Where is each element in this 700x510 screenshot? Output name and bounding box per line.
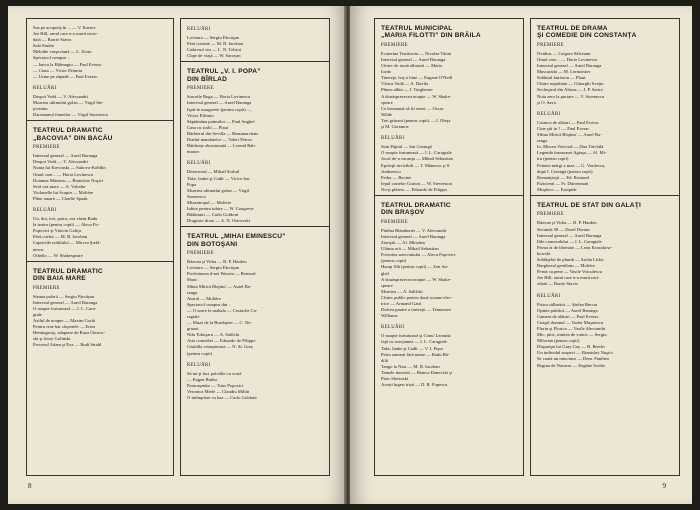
list-item: Fără cuvînt — M. B. Iacoban: [33, 234, 87, 240]
list-item: A douăsprezecea noapte — W. Shake-: [381, 93, 452, 99]
right-column-2: [530, 18, 680, 476]
section-label: RELUĂRI: [537, 111, 561, 117]
section-label: PREMIERE: [33, 285, 60, 291]
list-item: Williams: [381, 313, 398, 319]
list-item: Nunta lui Krecinski — Suhovo-Kobîlin: [33, 165, 106, 171]
list-item: Moartea ultimului golan — Virgil: [187, 187, 250, 193]
left-page: [8, 6, 346, 504]
theatre-title: [537, 202, 673, 209]
theatre-title-line: DIN BRAŞOV: [381, 209, 425, 217]
section-label: RELUĂRI: [381, 325, 405, 331]
list-item: Seră cea mare — A. Volodin: [33, 183, 86, 189]
section-label: RELUĂRI: [381, 136, 405, 142]
list-item: Andreescu: [381, 168, 401, 174]
list-item: Violonelle lui Scapin — Molière: [33, 189, 94, 195]
list-item: ski şi Jerzy Goliński: [33, 336, 71, 342]
theatre-title-line: TEATRUL DE STAT DIN GALAŢI: [537, 201, 641, 209]
section-label: PREMIERE: [33, 145, 60, 151]
page-number-right: 9: [662, 482, 666, 490]
theatre-title-line: TEATRUL DRAMATIC: [381, 201, 451, 209]
theatre-title-line: TEATRUL „V. I. POPA”: [187, 68, 261, 76]
list-item: Spectacol compus din :: [187, 301, 230, 307]
section-label: PREMIERE: [537, 212, 564, 218]
theatre-title-line: „MARIA FILOTTI” DIN BRĂILA: [381, 32, 481, 40]
list-item: Cine ştii tu ? — Paul Everac: [537, 125, 590, 131]
spacer: [187, 155, 323, 159]
list-item: Othello — W. Shakespeare: [33, 252, 83, 258]
list-item: Io, Mircea Voievod — Dan Tărchilă: [537, 144, 604, 150]
section-label: PREMIERE: [537, 42, 564, 48]
theatre-title-line: DIN BÎRLAD: [187, 75, 228, 83]
list-item: Opinia publică — Aurel Baranga: [537, 307, 598, 313]
list-item: Dispariţia lui Gary Gay — B. Brecht: [537, 344, 605, 350]
list-item: Jocul de-a vacanţa — Mihail Sebastian: [381, 156, 453, 162]
braila-section: [375, 19, 523, 195]
list-item: Camera de alături — Paul Everac: [537, 313, 599, 319]
list-item: Despot Vodă — V. Alecsandri: [33, 159, 88, 165]
list-item: Burghezul gentilom — Molière: [537, 263, 595, 269]
list-item: Spectacol compus :: [33, 55, 69, 61]
theatre-title: [381, 202, 517, 217]
list-item: Pentru cine bat clopotele — Ernst: [33, 324, 96, 330]
list-item: Ziariştii — Al. Mirodan: [381, 240, 425, 246]
list-item: giale: [33, 311, 42, 317]
list-item: Joe Hill, omul care n-a murit nicio-: [33, 31, 98, 37]
theatre-title-line: DIN BAIA MARE: [33, 275, 86, 283]
list-item: Paracaşenko — Titus Popovici: [187, 382, 244, 388]
section-label: PREMIERE: [187, 86, 214, 92]
list-item: Popa: [187, 181, 197, 187]
list-item: Arta comediei — Eduardo de Filippo: [187, 338, 256, 344]
spacer: [381, 130, 517, 134]
list-item: Harap Alb (pentru copii) — Zen An-: [381, 264, 449, 270]
list-item: (pentru copii): [187, 350, 213, 356]
list-item: Casa cu stafii — Plaut: [187, 124, 229, 130]
list-item: ranga: [537, 138, 548, 144]
list-item: Hemingway, adaptare de Ruza Ostrow-: [33, 330, 106, 336]
list-item: Pîine amară — Charlie Spaak: [33, 195, 88, 201]
list-item: Să nu-ţi faci prăvălie cu scară: [187, 370, 242, 376]
list-item: Procesul Adam şi Eva — Rudi Strahl: [33, 342, 102, 348]
list-item: Iubire pentru iubire — W. Congreve: [187, 205, 254, 211]
section-label: RELUĂRI: [187, 27, 211, 32]
list-item: Melodie varşoviană — L. Zorin: [33, 49, 92, 55]
list-item: Iepul castelor Gurton — W. Stevenson: [381, 180, 452, 186]
list-item: Trei grăsani (pentru copii) — I. Oleşa: [381, 117, 451, 123]
list-item: Un individul suspect — Branislav Nuşici: [537, 350, 613, 356]
list-item: Mascarada — M. Lermontov: [537, 69, 591, 75]
list-item: Lovitura — Sergiu Fărcăşan: [187, 265, 240, 271]
list-item: Secheştrul din Altona — J. P. Sartre: [537, 87, 603, 93]
list-item: Fizicienii — Fr. Dürrenmatt: [537, 180, 589, 186]
list-item: Dezertorul — Mihail Sorbul: [187, 169, 240, 175]
list-item: ţoveanu: [33, 106, 48, 112]
galati-section: [531, 196, 679, 371]
spacer: [187, 357, 323, 361]
list-item: Profesiunea d-nei Warren — Bernard: [187, 271, 256, 277]
list-item: Lovitura — Sergiu Fărcăşan: [187, 35, 240, 41]
list-item: Interesul general — Aurel Baranga: [33, 153, 98, 159]
list-item: Mizantropul — Molière: [187, 199, 232, 205]
botosani-section: [181, 227, 329, 403]
list-item: Prima zi de libertate — Leon Kruczkow-: [537, 244, 613, 250]
list-item: Omul care... — Horia Lovinescu: [537, 57, 598, 62]
section-label: PREMIERE: [381, 42, 408, 48]
list-item: Steaua polară — Sergiu Fărcăşan: [33, 293, 95, 299]
list-item: Omul care... — Horia Lovinescu: [33, 171, 94, 177]
left-column-2: [180, 18, 330, 476]
list-item: Avarul — Molière: [187, 295, 221, 301]
list-item: Ultima oră — Mihail Sebastian: [381, 246, 439, 252]
list-item: Se caută un mincinos — Dem. Panthea: [537, 356, 609, 362]
list-item: Victor Eftimiu: [187, 112, 214, 118]
list-item: Femeia mărgi a mea — G. Vasilescu,: [537, 162, 606, 168]
theatre-title: [33, 127, 167, 142]
list-item: Shaw: [187, 277, 198, 283]
list-item: Veronica Miele — Claudiu Millin: [187, 389, 250, 395]
theatre-title-line: TEATRUL „MIHAI EMINESCU”: [187, 233, 286, 241]
list-item: A douăsprezecea noapte — W. Shake-: [381, 276, 452, 282]
list-item: Dragoste tîrzie — A. N. Ostrovski: [187, 218, 250, 224]
list-item: — O soare la mahala — Costache Ca-: [187, 307, 258, 313]
list-item: — Ciuta — Victor Eftimiu: [33, 67, 83, 73]
list-item: gruzzi: [187, 326, 199, 332]
list-item: Bărbierul din Sevilla — Beaumarchais: [187, 130, 259, 136]
list-item: manov: [187, 149, 200, 155]
section-label: RELUĂRI: [537, 293, 561, 299]
theatre-title-line: TEATRUL DE DRAMA: [537, 25, 608, 32]
theatre-title: [33, 268, 167, 283]
list-item: ranga: [187, 289, 198, 295]
list-item: Ecaterina Teodoroiu — Nicolae Tăutu: [381, 50, 452, 56]
list-item: faţă cu reacţiunea — I. L. Caragiale: [381, 339, 447, 345]
list-item: O noapte furtunoasă şi Conu' Leonida: [381, 333, 451, 339]
list-item: Despot Vodă — V. Alecsandri: [33, 93, 88, 99]
list-item: dată — Barrie Stavis: [33, 37, 72, 43]
list-item: Take, Ianke şi Cadîr — Victor Ion: [187, 175, 250, 181]
list-item: Cîntec napolitan — Ghiorghi Svejin: [537, 81, 604, 87]
list-item: Fedra — Racine: [381, 174, 412, 180]
list-item: Florin şi Florica — Vasile Alecsandri: [537, 325, 606, 331]
list-item: Joe Hill, omul care n-a murit nici-: [537, 275, 600, 281]
section-label: RELUĂRI: [33, 85, 57, 91]
list-item: Interesul general — Aurel Baranga: [381, 57, 446, 62]
list-item: ghel: [381, 270, 389, 276]
left-col1-top-section: [27, 19, 173, 120]
left-col2-top-section: [181, 19, 329, 61]
list-item: ragiale: [187, 314, 200, 319]
spacer: [537, 106, 673, 110]
list-item: Casnica de alături — Paul Everac: [537, 119, 599, 125]
list-item: Ovidius — Grigore Sălceanu: [537, 50, 591, 56]
list-item: trice — Armand Gatti: [381, 301, 422, 306]
list-item: Surorile Boga — Horia Lovinescu: [187, 94, 251, 100]
list-item: Nu-ţi plătesc — Eduardo de Filippo: [381, 186, 447, 192]
list-item: Interesul general — Aurel Baranga: [187, 100, 252, 106]
spacer: [33, 80, 167, 84]
list-item: — Iancu la Hălmagiu — Paul Everac: [33, 61, 102, 67]
theatre-title: [187, 233, 323, 248]
list-item: Milorian (pentru copii): [537, 338, 580, 344]
section-label: RELUĂRI: [187, 362, 211, 368]
book-spread: [8, 6, 692, 504]
list-item: Moartea — A. Saltîcki: [381, 288, 423, 294]
list-item: Tango la Nisa — M. B. Iacoban: [381, 363, 440, 369]
list-item: Nota zero la purtare — V. Stoenescu: [537, 93, 605, 99]
list-item: Wilde: [381, 111, 393, 117]
list-item: kowski: [537, 250, 551, 256]
list-item: nescu: [33, 246, 44, 252]
list-item: Pisica sălbatică — Ştefan Berciu: [537, 301, 598, 307]
list-item: O noapte furtunoasă — I. L. Cara-: [33, 305, 97, 311]
list-item: Fără cuvinte — M. B. Iacoban: [187, 41, 244, 47]
birlad-section: [181, 62, 329, 226]
list-item: Acești îngeri triști — D. R. Popescu: [381, 382, 448, 388]
list-item: după I. Creangă (pentru copii): [537, 168, 593, 174]
list-item: Ceafalla cenuşăreasa — N. St. Grey: [187, 344, 254, 350]
list-item: Clipe de viaţă — W. Saroyan: [187, 53, 241, 59]
theatre-title: [187, 68, 323, 83]
list-item: Ce înseamnă să fii onest — Oscar: [381, 105, 444, 111]
right-page: [350, 6, 692, 504]
list-item: Moartea ultimului golan — Virgil Ste-: [33, 100, 104, 106]
brasov-section: [375, 196, 523, 390]
list-item: Patru oameni fără nume — Radu Bă-: [381, 351, 450, 357]
list-item: Ispit-te margarete (pentru copii) —: [187, 106, 252, 112]
theatre-title: [537, 25, 673, 40]
list-item: Duelul mandatelor — Valeri Petrov: [187, 137, 253, 143]
spacer: [381, 319, 517, 323]
theatre-title-line: ŞI COMEDIE DIN CONSTANŢA: [537, 32, 637, 40]
list-item: O intîmplare cu haz — Carlo Goldoni: [187, 395, 257, 401]
theatre-title-line: TEATRUL DRAMATIC: [33, 127, 103, 135]
list-item: — Urme pe zăpadă — Paul Everac: [33, 73, 98, 79]
list-item: Sus pe acoperiş în ... — V. Kataev: [33, 25, 96, 30]
list-item: Sfînta Mitică Blajinu' — Aurel Ba-: [537, 132, 602, 138]
list-item: speare: [381, 99, 393, 105]
bacau-section: [27, 121, 173, 260]
list-item: Răzvan şi Vidra — B. P. Hasdeu: [187, 259, 247, 265]
list-item: Povestea arteconiului — Alecu Popovici: [381, 252, 456, 258]
list-item: Pernă cu pene — Vasile Voiculescu: [537, 269, 602, 275]
list-item: Vlaicu Vodă — A. Davila: [381, 81, 429, 87]
constanta-section: [531, 19, 679, 195]
right-column-1: [374, 18, 524, 476]
list-item: Dulcea pasăre a tinereţii — Tennessee: [381, 307, 452, 313]
theatre-title-line: DIN BOTOŞANI: [187, 240, 238, 248]
section-label: RELUĂRI: [33, 207, 57, 213]
list-item: Stan Păţitul — Ion Creangă: [381, 144, 432, 150]
list-item: — Muza de la Burdujeni — C. Ne-: [187, 320, 252, 326]
spacer: [33, 202, 167, 206]
list-item: Cadavrul viu — L. N. Tolstoi: [187, 47, 242, 53]
list-item: Interesul general — Aurel Baranga: [537, 63, 602, 69]
list-item: Legenda frumoasei Agiaşa — Al. Mi-: [537, 150, 607, 156]
list-item: Interesul general — Aurel Baranga: [33, 299, 98, 305]
list-item: Răzvan şi Vidra — B. P. Hasdeu: [537, 220, 597, 226]
list-item: Piotr Slavinski: [381, 376, 409, 382]
list-item: O noapte furtunoasă — I. L. Caragiale: [381, 150, 452, 156]
list-item: Soldăţelul de plumb — Sacha Lichy: [537, 257, 604, 263]
list-item: — Eugen Barbu: [187, 376, 217, 382]
list-item: Stoenescu: [187, 193, 206, 199]
section-label: RELUĂRI: [187, 161, 211, 167]
list-item: şi M. Gorianov: [381, 124, 409, 130]
list-item: speare: [381, 282, 393, 288]
list-item: Interesul general — Aurel Baranga: [537, 232, 602, 238]
list-item: Romanţioşii — Ed. Rostand: [537, 174, 589, 180]
list-item: Azilul de noapte — Maxim Gorki: [33, 318, 96, 323]
list-item: Daosmanul femeilor — Virgil Stoenescu: [33, 112, 108, 118]
list-item: Un, doi, trei, patru, cea văzut Radu: [33, 216, 98, 222]
list-item: Ifde carnavalului — I. L. Caragiale: [537, 238, 602, 244]
list-item: Iorda: [381, 69, 391, 75]
list-item: Nila Toboşaru — A. Saltîcki: [187, 332, 240, 338]
list-item: Popovici şi Vinicin Gafiţu: [33, 228, 81, 234]
list-item: Epoleţii invizibili — T. Mănescu şi S.: [381, 162, 451, 168]
list-item: Sala Studio: [33, 43, 55, 49]
list-item: Cîntec public pentru două scaune elec-: [381, 294, 453, 300]
spacer: [537, 288, 673, 292]
left-column-1: [26, 18, 174, 476]
section-label: PREMIERE: [187, 251, 214, 257]
list-item: Soldatul fanfaron — Plaut: [537, 75, 586, 81]
list-item: şi O. Sava: [537, 99, 556, 105]
list-item: Cîntec de iarnă albastră — Maria: [381, 63, 443, 69]
page-number-left: 8: [28, 482, 32, 490]
theatre-title-line: „BACOVIA” DIN BACĂU: [33, 134, 113, 142]
list-item: Bădăranii — Carlo Goldoni: [187, 212, 239, 218]
section-label: PREMIERE: [381, 219, 408, 225]
theatre-title-line: TEATRUL MUNICIPAL: [381, 25, 453, 32]
list-item: Pîinea albin — I. Turghenev: [381, 87, 434, 93]
list-item: Săptămâna patimilor — Paul Anghel: [187, 118, 255, 124]
list-item: Ceaşul domnul — Tudor Muşatescu: [537, 319, 604, 325]
list-item: Doamna Ministru — Branislav Nuşici: [33, 177, 104, 183]
list-item: Tinereţe, hoţ-o bine — Eugene O'Neill: [381, 75, 453, 81]
baia-mare-section: [27, 262, 173, 351]
list-item: Interesul general — Aurel Baranga: [381, 233, 446, 239]
list-item: (pentru copii): [381, 258, 407, 264]
theatre-title-line: TEATRUL DRAMATIC: [33, 267, 103, 275]
list-item: Secunda 58 — Dorel Dorian: [537, 226, 590, 232]
list-item: Moşdeco — Euripide: [537, 186, 577, 192]
list-item: la teatru (pentru copii) — Alecu Po-: [33, 222, 100, 228]
list-item: Bătrîneţe zbuciumată — Leonid Rah-: [187, 143, 257, 149]
list-item: Capriciile nobilului — Mircea Ştefă-: [33, 240, 101, 246]
list-item: Take, Ianke şi Cadîr — V. I. Popa: [381, 345, 443, 351]
list-item: Mic, pitic, mintea de voinic — Sergiu: [537, 332, 607, 338]
list-item: odată — Barrie Stavis: [537, 281, 578, 287]
theatre-title: [381, 25, 517, 40]
list-item: Fîntîna Blanduziei — V. Alecsandri: [381, 227, 447, 233]
list-item: Regina de Navarra — Eugène Scribe: [537, 362, 605, 368]
list-item: Slînta Mitică Blajinu' — Aurel Ba-: [187, 283, 252, 289]
list-item: dilă: [381, 357, 388, 363]
list-item: tru (pentru copii): [537, 156, 569, 162]
list-item: Tainele tineretii — Bianca Danevski şi: [381, 369, 453, 375]
